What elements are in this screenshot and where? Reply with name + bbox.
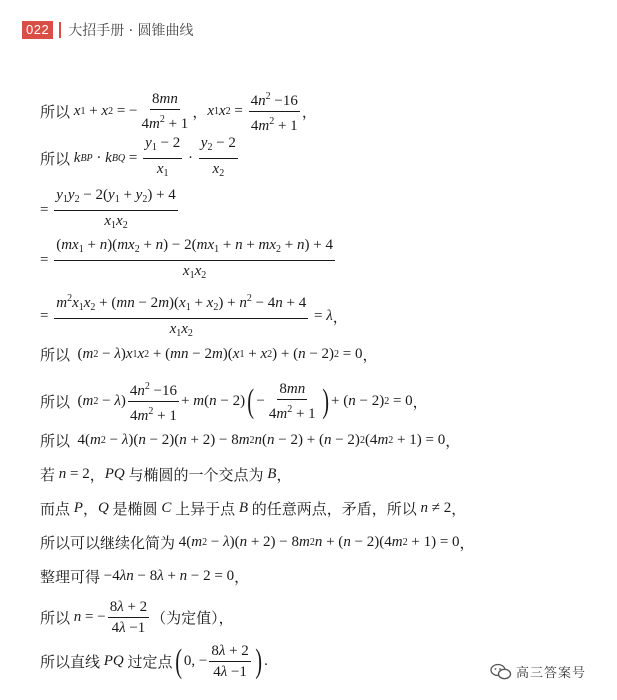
watermark bbox=[490, 662, 586, 681]
math-line-13: 所以 n = − $\frac{8\lambda + 2}{4\lambda -1}$ （为定值）， bbox=[40, 599, 234, 636]
math-line-8: 所以 4( m 2 − λ )( n − 2)( n + 2) − 8 m 2 n ( n − 2) + ( n − 2) 2 (4 m 2 + 1) = 0 ， bbox=[40, 432, 461, 450]
math-line-10: 而点 P ， Q 是椭圆 C 上异于点 B 的任意两点，矛盾，所以 n ≠ 2 ， bbox=[40, 500, 467, 518]
math-line-4: = $\frac{(mx_1 + n)(mx_2 + n) - 2(mx_1 + n + mx_2 + n) + 4}{x_1x_2}$ bbox=[40, 237, 333, 281]
math-line-2: 所以 k BP · k BQ = $\frac{y_1 - 2}{x_1}$ · $\frac{y_2 - 2}{x_2}$ bbox=[40, 135, 236, 179]
book-title: 大招手册 · 圆锥曲线 bbox=[68, 23, 194, 39]
watermark-text: 高三答案号 bbox=[516, 666, 587, 681]
math-line-11: 所以可以继续化简为 4( m 2 − λ )( n + 2) − 8 m 2 n + ( n − 2)(4 m 2 + 1) = 0 ， bbox=[40, 534, 475, 552]
math-line-9: 若 n = 2 ， PQ 与椭圆的一个交点为 B ， bbox=[40, 466, 292, 484]
header-divider bbox=[59, 22, 61, 38]
math-line-3: = $\frac{y_1y_2 - 2(y_1 + y_2) + 4}{x_1x_2}$ bbox=[40, 187, 176, 231]
math-line-14: 所以直线 PQ 过定点 ( 0, − $\frac{8\lambda + 2}{4\lambda -1}$ ) . bbox=[40, 642, 268, 680]
math-line-6: 所以 ( m 2 − λ ) x 1 x 2 + ( mn − 2 m )( x 1 + x 2 ) + ( n − 2) 2 = 0 ， bbox=[40, 346, 378, 364]
math-line-12: 整理可得 −4 λn − 8 λ + n − 2 = 0 ， bbox=[40, 568, 250, 586]
math-line-5: = $\frac{m^2x_1x_2 + (mn - 2m)(x_1 + x_2) + n^2 - 4n + 4}{x_1x_2}$ = λ ， bbox=[40, 290, 348, 343]
page-number: 022 bbox=[22, 21, 53, 39]
math-line-1: 所以 x 1 + x 2 = − $\frac{8mn}{4m^2 + 1}$ ， x 1 x 2 = $\frac{4n^2 -16}{4m^2 + 1}$ ， bbox=[40, 88, 317, 135]
math-line-7: 所以 ( m 2 − λ ) $\frac{4n^2 -16}{4m^2 + 1}$ + m ( n − 2) ( − $\frac{8mn}{4m^2 + 1}$ ) + ( n − 2) 2 = 0 ， bbox=[40, 378, 428, 425]
page-header bbox=[22, 20, 194, 40]
wechat-icon bbox=[490, 663, 512, 681]
